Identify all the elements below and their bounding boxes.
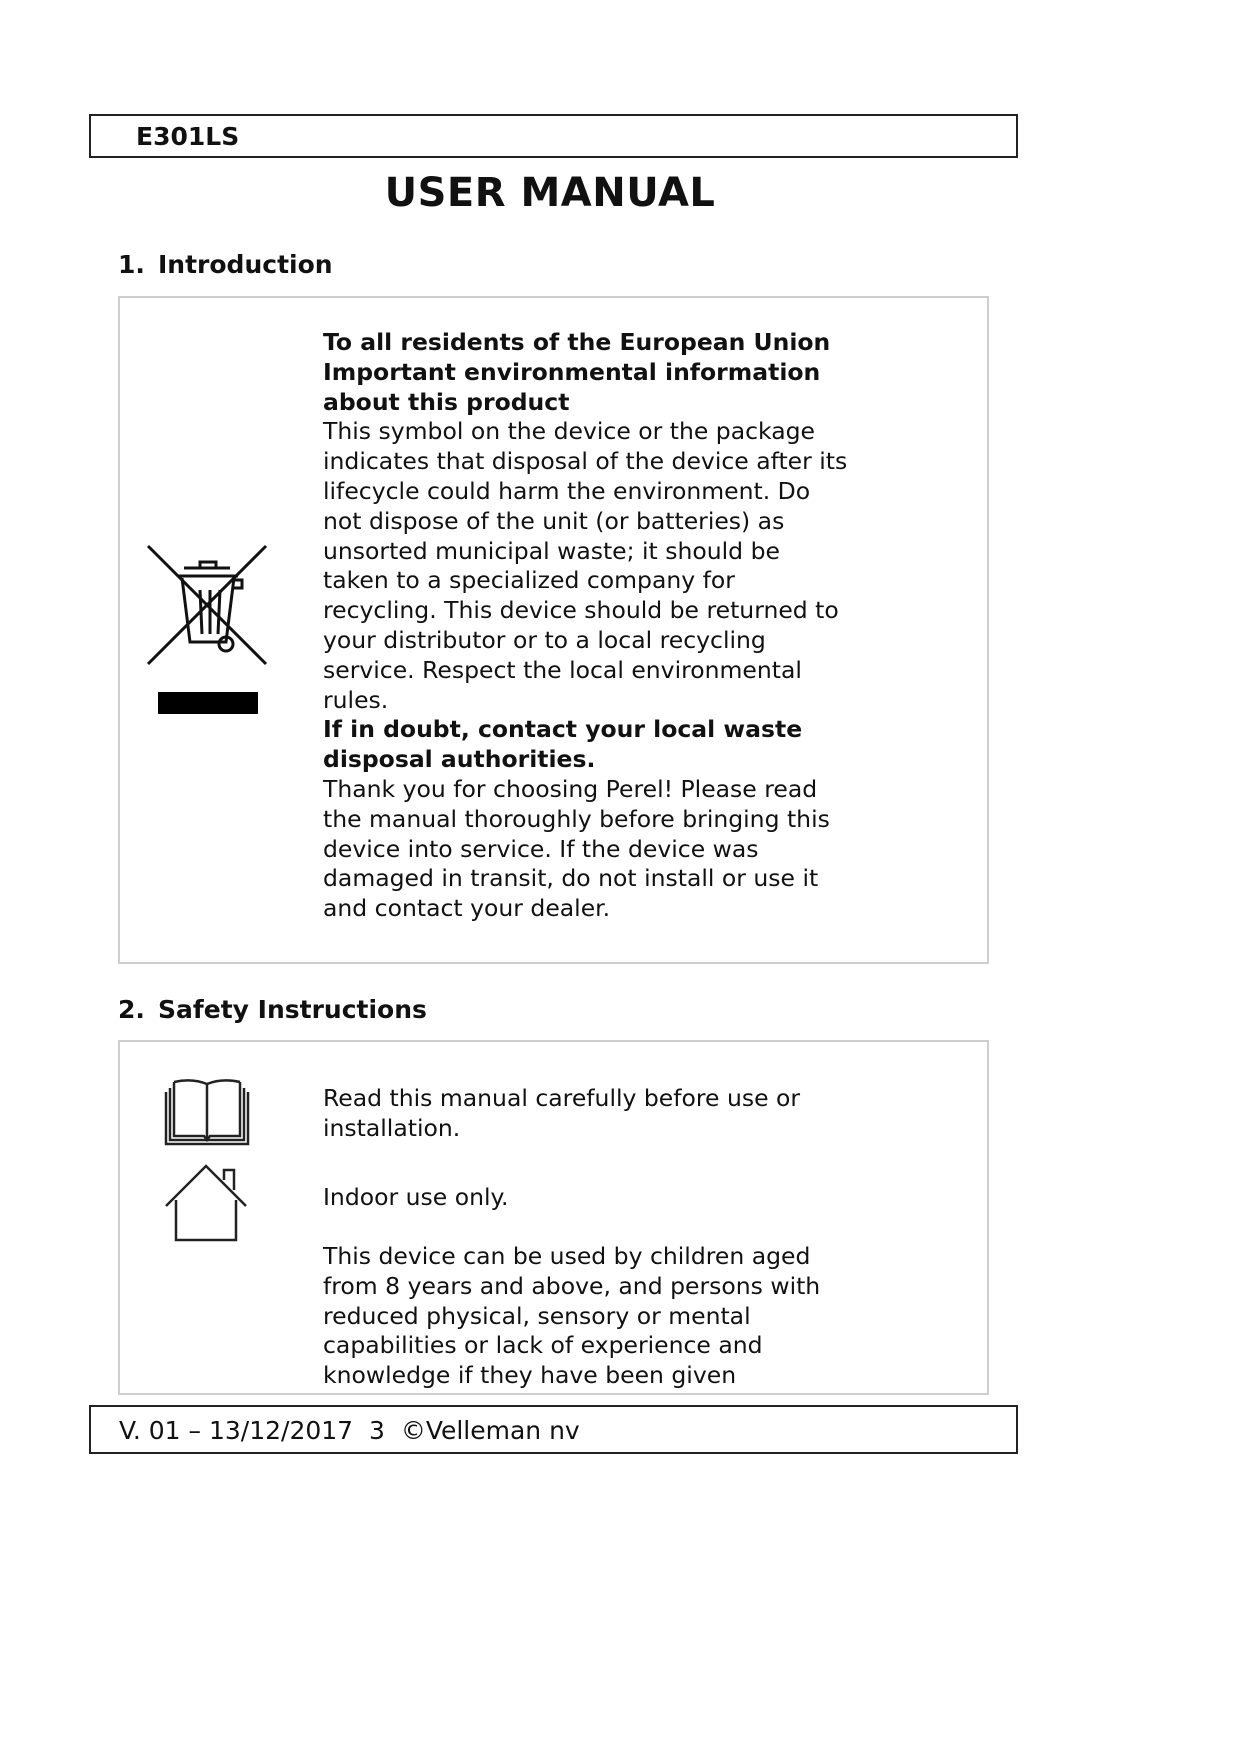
thanks-line: and contact your dealer.: [323, 894, 611, 923]
safety-line: reduced physical, sensory or mental: [323, 1301, 751, 1330]
body-line: This symbol on the device or the package: [323, 417, 816, 446]
safety-item-read-manual: [323, 1084, 923, 1144]
safety-line: This device can be used by children aged: [323, 1242, 811, 1270]
manual-book-icon: [162, 1076, 252, 1148]
copyright: ©Velleman nv: [400, 1416, 580, 1445]
page-title: USER MANUAL: [384, 170, 716, 216]
safety-line: installation.: [323, 1113, 461, 1142]
about-product-heading: about this product: [323, 387, 570, 416]
eu-residents-heading: To all residents of the European Union: [323, 328, 831, 356]
separator: –: [188, 1416, 202, 1445]
body-line: lifecycle could harm the environment. Do: [323, 476, 811, 505]
body-line: unsorted municipal waste; it should be: [323, 536, 780, 565]
body-line: rules.: [323, 685, 389, 714]
section-number: 1.: [118, 250, 145, 279]
safety-item-indoor-use: [323, 1183, 923, 1213]
thanks-line: damaged in transit, do not install or use it: [323, 864, 819, 893]
body-line: not dispose of the unit (or batteries) as: [323, 506, 785, 535]
version: V. 01: [119, 1416, 181, 1445]
indoor-house-icon: [162, 1162, 252, 1244]
introduction-panel: [118, 296, 989, 964]
section-heading-safety-instructions: [118, 995, 427, 1024]
section-title: Safety Instructions: [158, 995, 427, 1024]
safety-instructions-panel: [118, 1040, 989, 1395]
safety-line: Indoor use only.: [323, 1183, 509, 1211]
model-number: E301LS: [136, 122, 240, 151]
body-line: your distributor or to a local recycling: [323, 625, 766, 654]
thanks-line: Thank you for choosing Perel! Please read: [323, 774, 818, 803]
section-number: 2.: [118, 995, 145, 1024]
section-heading-introduction: [118, 250, 333, 279]
safety-line: capabilities or lack of experience and: [323, 1331, 763, 1360]
body-line: taken to a specialized company for: [323, 566, 735, 595]
footer-box: [89, 1405, 1018, 1454]
body-line: service. Respect the local environmental: [323, 655, 802, 684]
waste-note-line: If in doubt, contact your local waste: [323, 715, 803, 744]
date: 13/12/2017: [209, 1416, 354, 1445]
safety-line: from 8 years and above, and persons with: [323, 1271, 821, 1300]
thanks-line: device into service. If the device was: [323, 834, 759, 863]
body-line: recycling. This device should be returned to: [323, 596, 839, 625]
body-line: indicates that disposal of the device after its: [323, 447, 848, 476]
thanks-line: the manual thoroughly before bringing this: [323, 804, 830, 833]
header-box: [89, 114, 1018, 158]
safety-line: knowledge if they have been given: [323, 1361, 737, 1390]
waste-note-line: disposal authorities.: [323, 745, 596, 774]
crossed-out-wheelie-bin-icon: [144, 542, 270, 722]
environmental-info-heading: Important environmental information: [323, 357, 821, 386]
section-title: Introduction: [158, 250, 333, 279]
safety-line: Read this manual carefully before use or: [323, 1084, 801, 1112]
footer-text: [119, 1416, 580, 1445]
introduction-text: [323, 328, 923, 924]
page-number: 3: [369, 1416, 385, 1445]
safety-item-children-use: [323, 1242, 923, 1391]
